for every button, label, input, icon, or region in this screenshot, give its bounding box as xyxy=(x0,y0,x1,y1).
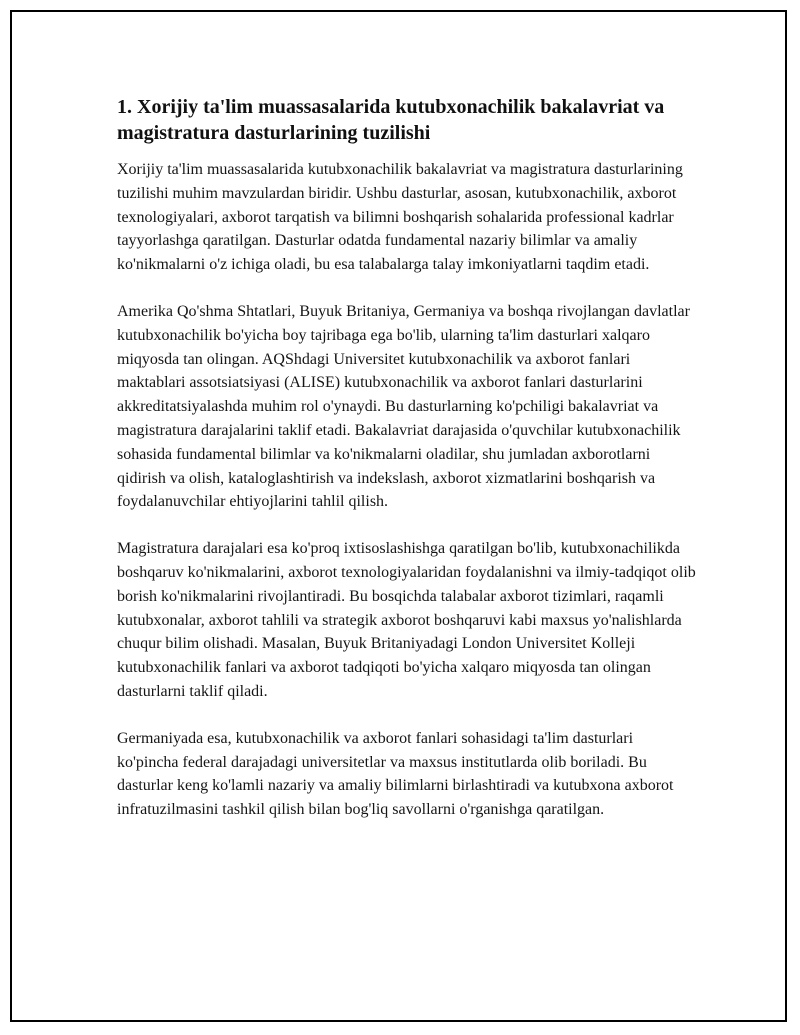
section-heading: 1. Xorijiy ta'lim muassasalarida kutubxonachilik bakalavriat va magistratura dasturlarining tuzilishi xyxy=(117,96,665,144)
document-body xyxy=(117,94,697,845)
paragraph-3: Magistratura darajalari esa ko'proq ixtisoslashishga qaratilgan bo'lib, kutubxonachilikda boshqaruv ko'nikmalarini, axborot texnologiyalaridan foydalanishni va ilmiy-tadqiqot olib borish ko'nikmalarini rivojlantiradi. Bu bosqichda talabalar axborot tizimlari, raqamli kutubxonalar, axborot tahlili va strategik axborot boshqaruvi kabi maxsus yo'nalishlarda chuqur bilim olishadi. Masalan, Buyuk Britaniyadagi London Universitet Kolleji kutubxonachilik fanlari va axborot tadqiqoti bo'yicha xalqaro miqyosda tan olingan dasturlarni taklif qiladi. xyxy=(117,540,696,700)
paragraph-2: Amerika Qo'shma Shtatlari, Buyuk Britaniya, Germaniya va boshqa rivojlangan davlatlar kutubxonachilik bo'yicha boy tajribaga ega bo'lib, ularning ta'lim dasturlari xalqaro miqyosda tan olingan. AQShdagi Universitet kutubxonachilik va axborot fanlari maktablari assotsiatsiyasi (ALISE) kutubxonachilik va axborot fanlari dasturlarini akkreditatsiyalashda muhim rol o'ynaydi. Bu dasturlarning ko'pchiligi bakalavriat va magistratura darajalarini taklif etadi. Bakalavriat darajasida o'quvchilar kutubxonachilik sohasida fundamental bilimlar va ko'nikmalarni oladilar, shu jumladan axborotlarni qidirish va olish, kataloglashtirish va indekslash, axborot xizmatlarini boshqarish va foydalanuvchilar ehtiyojlarini tahlil qilish. xyxy=(117,302,690,511)
paragraph-4: Germaniyada esa, kutubxonachilik va axborot fanlari sohasidagi ta'lim dasturlari ko'pincha federal darajadagi universitetlar va maxsus institutlarda olib boriladi. Bu dasturlar keng ko'lamli nazariy va amaliy bilimlarni birlashtiradi va kutubxona axborot infratuzilmasini tashkil qilish bilan bog'liq savollarni o'rganishga qaratilgan. xyxy=(117,729,674,819)
paragraph-1: Xorijiy ta'lim muassasalarida kutubxonachilik bakalavriat va magistratura dasturlarining tuzilishi muhim mavzulardan biridir. Ushbu dasturlar, asosan, kutubxonachilik, axborot texnologiyalari, axborot tarqatish va bilimni boshqarish sohalarida professional kadrlar tayyorlashga qaratilgan. Dasturlar odatda fundamental nazariy bilimlar va amaliy ko'nikmalarni o'z ichiga oladi, bu esa talabalarga talay imkoniyatlarni taqdim etadi. xyxy=(117,161,683,274)
